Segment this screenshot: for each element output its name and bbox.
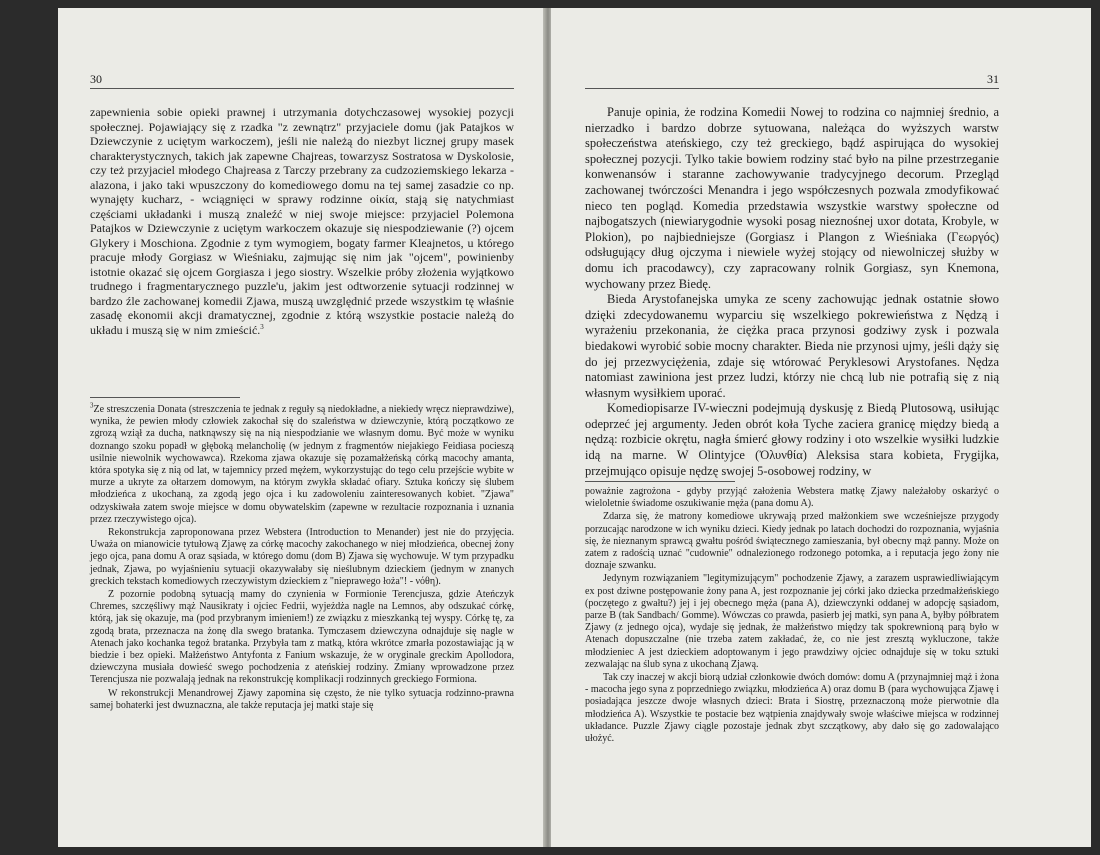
left-paragraph	[90, 105, 514, 337]
right-paragraph: Komediopisarze IV-wiecznі podejmują dyskusję z Biedą Plutosową, usiłując odeprzeć jej argumenty. Jeden obrót koła Tyche zaciera granicę między biedą a nędzą: rozbicie okrętu, nagła śmierć głowy rodziny i oto wszelkie wysiłki ludzkie idą na marne. W Olintyjce (Ὀλυνθία) Aleksisa stara kobieta, Frygijka, przejmująco opisuje nędzę swojej 5-osobowej rodziny, w	[585, 401, 999, 478]
footnote: poważnie zagrożona - gdyby przyjąć założenia Webstera matkę Zjawy należałoby oskarżyć o wieloletnie świadome oszukiwanie męża (pana domu A).	[585, 486, 999, 510]
footnote-rule	[585, 481, 735, 482]
footnote: Rekonstrukcja zaproponowana przez Webstera (Introduction to Menander) jest nie do przyjęcia. Uważa on mianowicie tytułową Zjawę za córkę macochy zakochanego w niej młodzieńca, obecnej żony jego ojca, pana domu A oraz sąsiada, w którego domu (dom B) Zjawa się wychowuje. W tym przypadku jednak, Zjawa, po wyjaśnieniu sytuacji okazywałaby się nieślubnym dzieckiem (jednym w znanych greckich tekstach komediowych rzeczywistym dzieckiem z "nieprawego łoża"! - νόθη).	[90, 527, 514, 587]
header-rule	[90, 88, 514, 89]
right-paragraph: Bieda Arystofanejska umyka ze sceny zachowując jednak ostatnie słowo dzięki zdecydowanemu wyparciu się wszelkiego pokrewieństwa z Nędzą i wyrażeniu przekonania, że ciężka praca przynosi godziwy zysk i pozwala biedakowi wyrobić sobie mocny charakter. Bieda nie przynosi ujmy, jeśli dąży się do jej przezwyciężenia, zdaje się wtórować Peryklesowi Arystofanes. Nędza natomiast zawiniona jest przez ludzi, którzy nie chcą lub nie potrafią się z nią własnym wysiłkiem uporać.	[585, 292, 999, 400]
footnote-marker: 3	[90, 401, 94, 410]
right-paragraph: Panuje opinia, że rodzina Komedii Nowej to rodzina co najmniej średnio, a nierzadko i bardzo dobrze sytuowana, należąca do wyższych warstw społeczeństwa ateńskiego, czy też greckiego, bądź aspirująca do wysokiej społecznej pozycji. Tylko takie bowiem rodziny stać było na pilne przestrzeganie konwenansów i staranne zachowywanie tradycyjnego decorum. Przegląd zachowanej twórczości Menandra i jego współczesnych pozwala zmodyfikować nieco ten pogląd. Komedia przedstawia wszystkie warstwy społeczne od najbogatszych (niewiarygodnie wysoki posag nieznośnej uxor dotata, Krobyle, w Plokion), po najbiedniejsze (Gorgiasz i Plangon z Wieśniaka (Γεωργός) odsługujący dług ojczyma i niewiele wyżej stojący od niewolniczej służby w domu ich pracodawcy), czy zapracowany rolnik Gorgiasz, syn Knemona, wychowany przez Biedę.	[585, 105, 999, 291]
footnote: Z pozornie podobną sytuacją mamy do czynienia w Formionie Terencjusza, gdzie Ateńczyk Chremes, szczęśliwy mąż Nausikraty i ojciec Fedrii, wyjeżdża nagle na Lemnos, aby odszukać córkę, którą, jak się okazuje, ma (pod przybranym imieniem!) ze związku z mieszkanką tej wyspy. Córkę tę, za zgodą brata, przeznacza na żonę dla swego bratanka. Tymczasem dziewczyna odnajduje się nagle w Atenach jako kochanka tegoż bratanka. Przybyła tam z matką, która wkrótce zmarła pozostawiając ją w biedzie i bez opieki. Małżeństwo Antyfonta z Fanium wskazuje, że w oryginale greckim Apollodora, dziewczyna musiała dowieść swego pochodzenia z ateńskiej rodziny. Zmiany wprowadzone przez Terencjusza nie pozwalają jednak na rekonstrukcję komplikacji rodzinnych greckiego Formiona.	[90, 589, 514, 686]
footnote-text: Ze streszczenia Donata (streszczenia te jednak z reguły są niedokładne, a niekiedy wręcz nieprawdziwe), wynika, że pewien młody człowiek zakochał się do szaleństwa w dziewczynie, którą początkowo ze zgrozą wziął za ducha, natknąwszy się na nią niespodzianie we własnym domu. Być może w wyniku doznango szoku popadł w głęboką melancholię (w jednym z fragmentów niejakiego Feidiasa pocieszą usilnie niewolnik wychowawca). Rzekoma zjawa okazuje się pozamałżeńską córką macochy amanta, która spotyka się z nią od lat, w tajemnicy przed mężem, wykorzystując do tego celu przejście wybite w murze a ukryte za ołtarzem domowym, na którym zwykła składać ofiary. Sztuka kończy się ślubem młodzieńca z ukochaną, za zgodą jego ojca i ku zadowoleniu zainteresowanych kobiet. "Zjawa" odzyskiwała zatem swoje miejsce w domu obywatelskim (zapewne w rezultacie rozpoznania i uznania przez rzeczywistego ojca).	[90, 404, 514, 525]
footnote: Zdarza się, że matrony komediowe ukrywają przed małżonkiem swe wcześniejsze przygody porzucając narodzone w ich wyniku dzieci. Kiedy jednak po latach dochodzi do rozpoznania, wyjaśnia się, że nieznanym sprawcą gwałtu pośród świątecznego zamieszania, był obecny mąż panny. Może on zatem z radością uznać "cudownie" odnalezionego rodzonego potomka, a i reputacja jego żony nie doznaje szwanku.	[585, 511, 999, 572]
right-body-text	[585, 105, 999, 479]
header-rule	[585, 88, 999, 89]
footnote	[90, 401, 514, 526]
left-page	[58, 8, 546, 847]
footnote: Tak czy inaczej w akcji biorą udział członkowie dwóch domów: domu A (przynajmniej mąż i żona - macocha jego syna z poprzedniego związku, młodzieńca A) oraz domu B (para wychowująca Zjawę i posiadająca jeszcze dwoje własnych dzieci: Brata i Siostrę, przeznaczoną może pierwotnie dla młodzieńca A). Wszystkie te postacie bez wątpienia znajdywały swoje właściwe miejsca w rodzinnej układance. Puzzle Zjawy ciągle pozostaje jednak zbyt szczątkowy, aby dało się go zadowalająco ułożyć.	[585, 672, 999, 745]
right-page	[551, 8, 1091, 847]
left-footnotes	[90, 401, 514, 713]
footnote: W rekonstrukcji Menandrowej Zjawy zapomina się często, że nie tylko sytuacja rodzinno-prawna samej bohaterki jest dwuznaczna, ale także reputacja jej matki staje się	[90, 687, 514, 711]
right-page-number: 31	[987, 72, 999, 86]
right-footnotes	[585, 486, 999, 746]
footnote-marker: 3	[260, 322, 264, 331]
left-paragraph-text: zapewnienia sobie opieki prawnej i utrzymania dotychczasowej wysokiej pozycji społecznej. Pojawiający się z rzadka "z zewnątrz" przyjaciele domu (jak Patajkos w Dziewczynie z uciętym warkoczem), jeśli nie należą do niezbyt licznej grupy masek charakterystycznych, takich jak zapewne Chajreas, towarzysz Sostratosa w Dyskolosie, czy też przyjaciel młodego Chajreasa z Tarczy przebrany za cudzoziemskiego lekarza - alazona, i jako taki wpuszczony do komediowego domu na tej samej zasadzie co np. wynajęty kucharz, - wciągnięci w sprawy rodzinne οἰκία, stają się natychmiast częściami układanki i muszą znaleźć w niej swoje miejsce: przyjaciel Polemona Patajkos w Dziewczynie z uciętym warkoczem okazuje się niespodziewanie (?) ojcem Glykery i Moschiona. Zgodnie z tym wymogiem, bogaty farmer Kleajnetos, u którego pracuje młody Gorgiasz w Wieśniaku, zajmując się nim jak "ojcem", powinienby istotnie okazać się ojcem Gorgiasza i jego siostry. Wszelkie próby złożenia wyjątkowo trudnego i fragmentarycznego puzzle'u, jakim jest odtworzenie sytuacji rodzinnej w bardzo źle zachowanej komedii Zjawa, muszą uwzględnić przede wszystkim tę właśnie zasadę ekonomii akcji dramatycznej, zgodnie z którą wszystkie postacie należą do układu i muszą się w nim zmieścić.	[90, 105, 514, 337]
left-body-text	[90, 105, 514, 337]
footnote-rule	[90, 397, 240, 398]
footnote: Jedynym rozwiązaniem "legitymizującym" pochodzenie Zjawy, a zarazem usprawiedliwiającym ex post dziwne postępowanie żony pana A, jest rozpoznanie jej córki jako dziecka przedmałżeńskiego (poczętego z gwałtu?) jej i jej obecnego męża (pana A), dziewczynki oddanej w adopcję sąsiadom, parze B (tak Sandbach/ Gomme). Wówczas co prawda, pasierb jej matki, syn pana A, byłby półbratem Zjawy (z jednego ojca), wydaje się jednak, że małżeństwo między tak spokrewnioną parą było w Atenach dopuszczalne (nie trzeba zatem zakładać, że, co nie jest zresztą wykluczone, także młodzieniec A jest dzieckiem adoptowanym i jego prawdziwy ojciec odnajduje się w toku sztuki zezwalając na ślub syna z ukochaną Zjawą.	[585, 573, 999, 670]
left-page-number: 30	[90, 72, 102, 86]
